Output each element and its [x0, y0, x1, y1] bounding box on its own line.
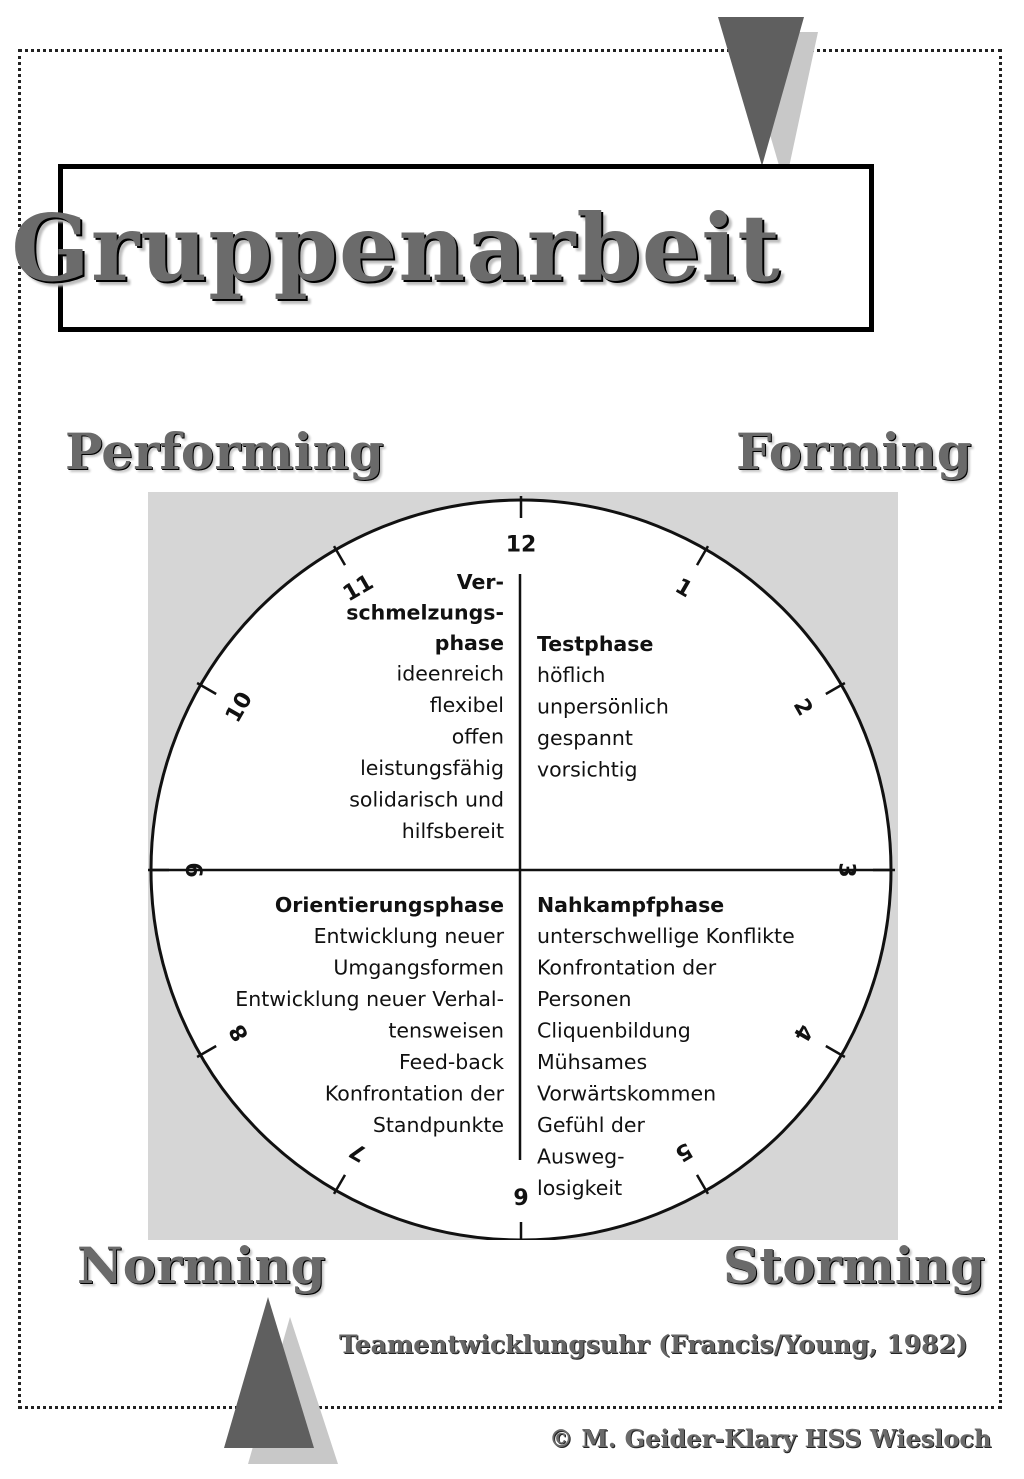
bottom_right-item: Konfrontation der [537, 955, 717, 980]
bottom_left-item: Entwicklung neuer [313, 924, 504, 948]
top_right-item: gespannt [537, 726, 633, 750]
hour-label-7: 7 [345, 1136, 372, 1167]
top_right-item: vorsichtig [537, 757, 638, 782]
hour-label-10: 10 [221, 687, 259, 728]
label-performing: Performing [65, 422, 384, 481]
top_right-heading-line: Testphase [537, 632, 654, 656]
bottom_left-item: Konfrontation der [324, 1081, 504, 1106]
top_left-item: solidarisch und [349, 787, 504, 812]
top_left-heading-line: schmelzungs- [346, 600, 504, 625]
hour-label-2: 2 [787, 694, 818, 721]
bottom_left-heading-line: Orientierungsphase [274, 893, 504, 917]
top-triangle-decoration [712, 14, 822, 189]
bottom_right-item: Personen [537, 987, 632, 1011]
top_left-item: offen [451, 724, 504, 749]
top_left-item: leistungsfähig [360, 756, 504, 780]
hour-label-4: 4 [787, 1019, 818, 1046]
bottom_left-item: Entwicklung neuer Verhal- [235, 987, 504, 1011]
top_left-item: ideenreich [396, 661, 504, 686]
bottom_right-item: losigkeit [537, 1176, 623, 1200]
hour-label-12: 12 [505, 532, 537, 558]
bottom_right-item: Mühsames [537, 1050, 648, 1074]
bottom_right-item: Ausweg- [537, 1144, 625, 1169]
hour-label-1: 1 [670, 573, 697, 604]
bottom_right-heading-line: Nahkampfphase [537, 893, 725, 917]
bottom_left-item: Standpunkte [372, 1113, 504, 1137]
top_left-heading-line: Ver- [456, 570, 504, 594]
hour-label-9: 9 [183, 862, 209, 878]
hour-label-3: 3 [833, 862, 859, 878]
bottom_right-item: Cliquenbildung [537, 1018, 691, 1043]
label-storming: Storming [723, 1236, 986, 1295]
top_right-item: höflich [537, 663, 606, 687]
hour-label-11: 11 [338, 570, 379, 608]
bottom_right-item: Vorwärtskommen [537, 1081, 717, 1106]
bottom_right-item: unterschwellige Konflikte [537, 924, 795, 948]
copyright: © M. Geider-Klary HSS Wiesloch [549, 1424, 992, 1453]
team-development-clock [148, 492, 898, 1240]
bottom_left-item: Umgangsformen [333, 955, 504, 980]
bottom-triangle-decoration [220, 1292, 340, 1468]
top_left-item: flexibel [429, 693, 504, 717]
hour-label-6: 6 [513, 1182, 529, 1208]
bottom_left-item: tensweisen [388, 1018, 504, 1043]
caption: Teamentwicklungsuhr (Francis/Young, 1982) [339, 1330, 968, 1359]
title-box [11, 164, 874, 332]
page-title: Gruppenarbeit [11, 194, 781, 302]
label-norming: Norming [77, 1236, 326, 1295]
label-forming: Forming [736, 422, 972, 481]
bottom_right-item: Gefühl der [537, 1113, 645, 1137]
bottom_left-item: Feed-back [398, 1050, 504, 1074]
hour-label-5: 5 [670, 1136, 697, 1167]
top_right-item: unpersönlich [537, 694, 669, 719]
top_left-heading-line: phase [434, 631, 504, 655]
top_left-item: hilfsbereit [401, 819, 504, 843]
hour-label-8: 8 [224, 1019, 255, 1046]
